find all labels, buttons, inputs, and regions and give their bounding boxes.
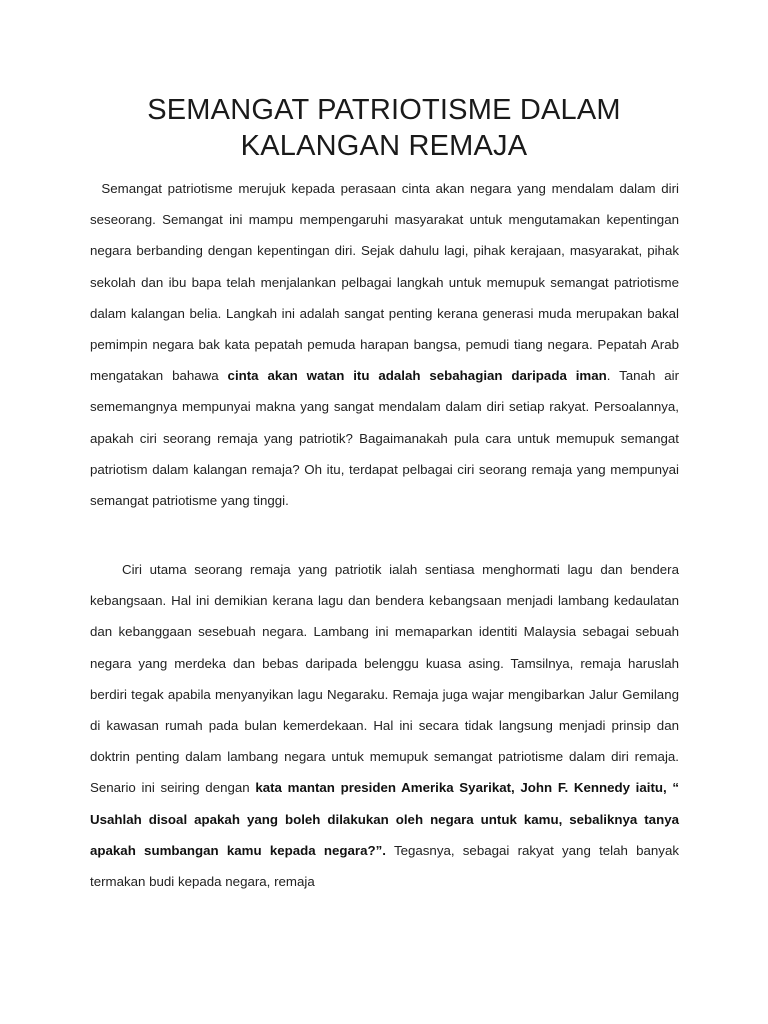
paragraph-1-text-a: Semangat patriotisme merujuk kepada perasaan cinta akan negara yang mendalam dalam diri seseorang. Semangat ini mampu mempengaruhi masyarakat untuk mengutamakan kepentingan negara berbanding dengan kepentingan diri. Sejak dahulu lagi, pihak kerajaan, masyarakat, pihak sekolah dan ibu bapa telah menjalankan pelbagai langkah untuk memupuk semangat patriotisme dalam kalangan belia. Langkah ini adalah sangat penting kerana generasi muda merupakan bakal pemimpin negara bak kata pepatah pemuda harapan bangsa, pemudi tiang negara. Pepatah Arab mengatakan bahawa xyxy=(90,181,679,384)
paragraph-1-indent xyxy=(90,181,101,196)
paragraph-1-bold-quote: cinta akan watan itu adalah sebahagian daripada iman xyxy=(227,368,607,384)
page-title xyxy=(90,92,678,164)
paragraph-first-point xyxy=(90,554,679,897)
paragraph-2-text-a: Ciri utama seorang remaja yang patriotik ialah sentiasa menghormati lagu dan bendera kebangsaan. Hal ini demikian kerana lagu dan bendera kebangsaan menjadi lambang kedaulatan dan kebanggaan sesebuah negara. Lambang ini memaparkan identiti Malaysia sebagai sebuah negara yang merdeka dan bebas daripada belenggu kuasa asing. Tamsilnya, remaja haruslah berdiri tegak apabila menyanyikan lagu Negaraku. Remaja juga wajar mengibarkan Jalur Gemilang di kawasan rumah pada bulan kemerdekaan. Hal ini secara tidak langsung menjadi prinsip dan doktrin penting dalam lambang negara untuk memupuk semangat patriotisme dalam diri remaja. Senario ini seiring dengan xyxy=(90,562,679,796)
paragraph-1-text-b: . Tanah air sememangnya mempunyai makna yang sangat mendalam dalam diri setiap rakyat. Persoalannya, apakah ciri seorang remaja yang patriotik? Bagaimanakah pula cara untuk memupuk semangat patriotism dalam kalangan remaja? Oh itu, terdapat pelbagai ciri seorang remaja yang mempunyai semangat patriotisme yang tinggi. xyxy=(90,368,679,509)
paragraph-introduction xyxy=(90,173,679,516)
paragraph-2-text-b: Tegasnya, sebagai rakyat yang telah banyak termakan budi kepada negara, remaja xyxy=(90,842,680,890)
title-line-1: SEMANGAT PATRIOTISME DALAM xyxy=(147,94,621,126)
title-line-2: KALANGAN REMAJA xyxy=(240,130,528,162)
paragraph-2-bold-quote: kata mantan presiden Amerika Syarikat, John F. Kennedy iaitu, “ Usahlah disoal apakah yang boleh dilakukan oleh negara untuk kamu, sebaliknya tanya apakah sumbangan kamu kepada negara?”. xyxy=(90,780,680,858)
